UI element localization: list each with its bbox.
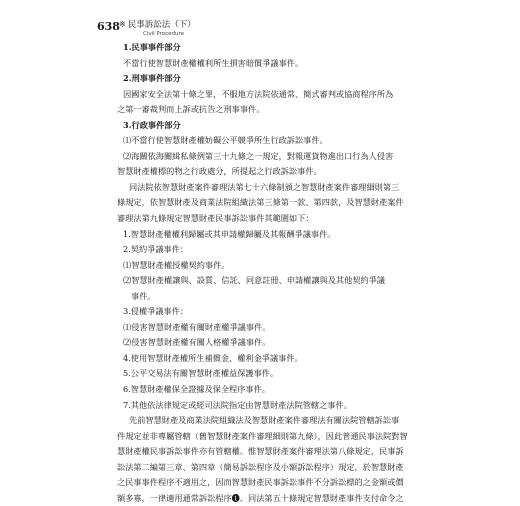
book-subtitle: Civil Procedure <box>143 31 185 37</box>
text-line: 6.智慧財產權保全證據及保全程序事件。 <box>123 384 270 395</box>
text-line: ⑵侵害智慧財產權有關人格權爭議事件。 <box>123 337 271 348</box>
text-line: 4.使用智慧財產權所生補償金、權利金爭議事件。 <box>123 352 303 363</box>
text-line: 7.其他依法律規定或經司法院指定由智慧財產法院管轄之事件。 <box>123 399 352 410</box>
section-heading: 3.行政事件部分 <box>123 119 181 130</box>
text-line: ⑴侵害智慧財產權有關財產權爭議事件。 <box>123 321 271 332</box>
text-line: 2.契約爭議事件： <box>123 244 189 255</box>
text-line: 審理法第九條規定智慧財產民事訴訟事件其範圍如下： <box>117 213 314 224</box>
page-number: 638 <box>97 20 120 33</box>
book-title <box>119 18 196 30</box>
text-line: 之第一審裁判而上訴或抗告之刑事事件。 <box>117 104 265 115</box>
text-line: 5.公平交易法有關智慧財產權益保護事件。 <box>123 368 279 379</box>
ornament-icon: ※ <box>119 20 126 29</box>
text-line: ⑴不當行使智慧財產權妨礙公平競爭所生行政訴訟事件。 <box>123 135 328 146</box>
text-line: 因國家安全法第十條之罪，不服地方法院依通常、簡式審判或協商程序所為 <box>123 88 394 99</box>
text-line: 3.侵權爭議事件： <box>123 306 189 317</box>
text-line: 訟法第二編第三章、第四章（簡易訴訟程序及小額訴訟程序）規定，於智慧財產 <box>117 461 404 472</box>
section-heading: 1.民事事件部分 <box>123 42 181 52</box>
text-line: 件規定並非專屬管轄（舊智慧財產案件審理細則第九條），因此普通民事法院對智 <box>117 430 408 441</box>
text-line: 之民事事件程序不適用之，因而智慧財產民事訴訟事件不分訴訟標的之金額或價 <box>117 477 404 488</box>
text-line: ⑵智慧財產權讓與、設質、信託、同意註冊、申請權讓與及其他契約爭議 <box>123 275 386 286</box>
text-line: 智慧財產權標的物之行政處分，所提起之行政訴訟事件。 <box>117 166 322 177</box>
section-heading: 2.刑事事件部分 <box>123 73 181 84</box>
text-line: 同法院依智慧財產案件審理法第七十六條制頒之智慧財產案件審理細則第三 <box>129 181 400 192</box>
text-line: 1.智慧財產權權利歸屬或其申請權歸屬及其報酬爭議事件。 <box>123 228 336 239</box>
text-line: 事件。 <box>131 290 156 301</box>
text-line: 慧財產權民事訴訟事件亦有管轄權。惟智慧財產案件審理法第八條規定，民事訴 <box>117 446 404 457</box>
text-line: 先前智慧財產及商業法院組織法及智慧財產案件審理法有關法院管轄訴訟事 <box>129 415 400 426</box>
body-text <box>117 40 417 506</box>
book-title-text: 民事訴訟法（下） <box>127 20 196 30</box>
text-line: ⑵海關依海關緝私條例第三十九條之一規定，對報運貨物進出口行為人侵害 <box>123 150 394 161</box>
text-line: 額多寡，一律適用通常訴訟程序❶。同法第五十條規定智慧財產事件支付命令之 <box>117 492 404 503</box>
text-line: 不當行使智慧財產權權利所生損害賠償爭議事件。 <box>123 57 304 68</box>
text-line: 條規定，依智慧財產及商業法院組織法第三條第一款、第四款，及智慧財產案件 <box>117 197 404 208</box>
text-line: ⑴智慧財產權授權契約事件。 <box>123 259 230 270</box>
